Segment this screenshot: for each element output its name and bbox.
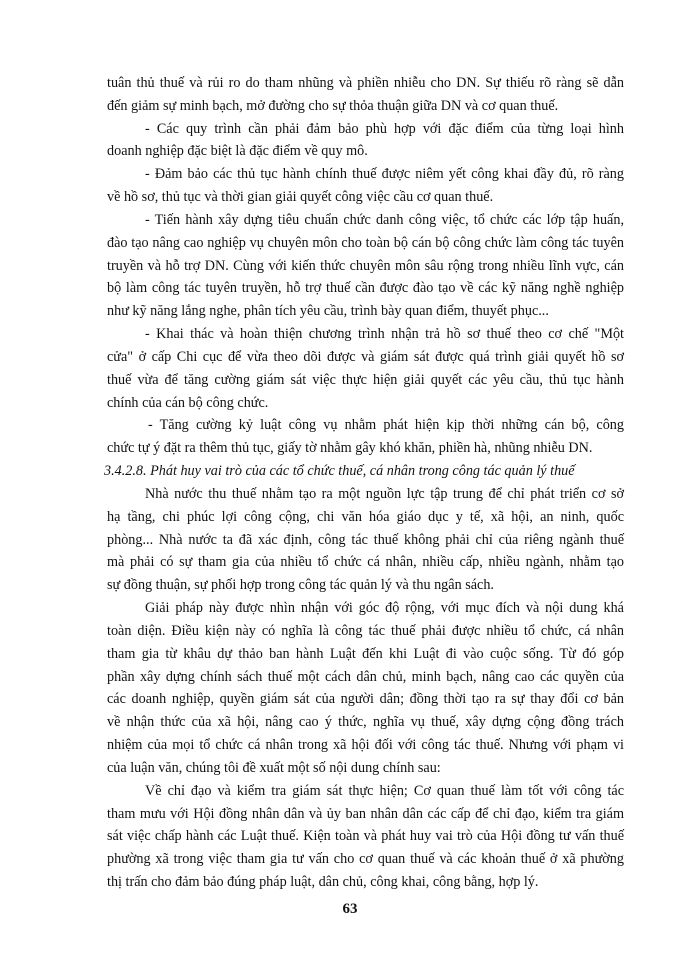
text-line: tham mưu với Hội đồng nhân dân và ủy ban nhân dân các cấp để chỉ đạo, kiểm tra giám [107,806,624,822]
text-line: phần xây dựng chính sách thuế một cách dân chủ, minh bạch, nâng cao các quyền của [107,669,624,685]
text-line: bộ làm công tác tuyên truyền, hỗ trợ thuế cần được đào tạo về các kỹ năng nghề nghiệp [107,280,624,296]
text-line: - Khai thác và hoàn thiện chương trình nhận trả hồ sơ thuế theo cơ chế "Một [145,326,624,342]
text-line: nhiệm của mọi tổ chức cá nhân trong xã hội đối với công tác thuế. Nhưng với phạm vi [107,737,624,753]
text-line: phường xã trong việc tham gia tư vấn cho cơ quan thuế và các khoản thuế ở xã phường [107,851,624,867]
section-heading: 3.4.2.8. Phát huy vai trò của các tổ chức thuế, cá nhân trong công tác quản lý thuế [104,463,575,479]
text-line: đến giảm sự minh bạch, mở đường cho sự thỏa thuận giữa DN và cơ quan thuế. [107,98,559,114]
text-line: về hồ sơ, thủ tục và thời gian giải quyết công việc cầu cơ quan thuế. [107,189,494,205]
text-line: sát việc chấp hành các Luật thuế. Kiện toàn và phát huy vai trò của Hội đồng tư vấn thuế [107,828,624,844]
text-line: - Đảm bảo các thủ tục hành chính thuế được niêm yết công khai đầy đủ, rõ ràng [145,166,624,182]
text-line: Nhà nước thu thuế nhằm tạo ra một nguồn lực tập trung để chỉ phát triển cơ sở [145,486,624,502]
text-line: tham gia từ khâu dự thảo ban hành Luật đến khi Luật đi vào cuộc sống. Từ đó góp [107,646,624,662]
text-line: phòng... Nhà nước ta đã xác định, công tác thuế không phải chỉ của riêng ngành thuế [107,532,624,548]
text-line: sự đồng thuận, sự phối hợp trong công tác quản lý và thu ngân sách. [107,577,494,593]
text-line: chính của cán bộ công chức. [107,395,269,411]
text-line: các doanh nghiệp, quyền giám sát của người dân; đồng thời tạo ra sự thay đổi cơ bản [107,691,624,707]
text-line: doanh nghiệp đặc biệt là đặc điểm về quy mô. [107,143,368,159]
text-line: Về chỉ đạo và kiểm tra giám sát thực hiện; Cơ quan thuế làm tốt với công tác [145,783,624,799]
text-line: truyền và hỗ trợ DN. Cùng với kiến thức chuyên môn sâu rộng trong nhiều lĩnh vực, cán [107,258,624,274]
page-number: 63 [342,901,358,917]
text-line: như kỹ năng lắng nghe, phân tích yêu cầu, trình bày quan điểm, thuyết phục... [107,303,549,319]
text-line: chức tự ý đặt ra thêm thủ tục, giấy tờ nhằm gây khó khăn, phiền hà, nhũng nhiễu DN. [107,440,593,456]
text-line: đào tạo nâng cao nghiệp vụ chuyên môn cho toàn bộ cán bộ công chức làm công tác tuyên [107,235,624,251]
text-line: của luận văn, chúng tôi đề xuất một số nội dung chính sau: [107,760,441,776]
text-line: - Tiến hành xây dựng tiêu chuẩn chức danh công việc, tổ chức các lớp tập huấn, [145,212,624,228]
text-line: cửa" ở cấp Chi cục để vừa theo dõi được và giám sát được quá trình giải quyết hồ sơ [107,349,624,365]
text-line: thuế vừa để tăng cường giám sát việc thực hiện giải quyết các yêu cầu, thủ tục hành [107,372,624,388]
text-line: thị trấn cho đảm bảo đúng pháp luật, dân chủ, công khai, công bằng, hợp lý. [107,874,539,890]
text-line: mà phải có sự tham gia của nhiều tổ chức cá nhân, nhiều cấp, nhiều ngành, nhằm tạo [107,554,624,570]
text-line: - Các quy trình cần phải đảm bảo phù hợp với đặc điểm của từng loại hình [145,121,624,137]
text-line: Giải pháp này được nhìn nhận với góc độ rộng, với mục đích và nội dung khá [145,600,624,616]
text-line: - Tăng cường kỷ luật công vụ nhằm phát hiện kịp thời những cán bộ, công [148,417,624,433]
text-line: tuân thủ thuế và rủi ro do tham nhũng và phiền nhiễu cho DN. Sự thiếu rõ ràng sẽ dẫn [107,75,624,91]
text-line: hạ tầng, chi phúc lợi công cộng, chi văn hóa giáo dục y tế, xã hội, an ninh, quốc [107,509,624,525]
text-line: về nhận thức của xã hội, nâng cao ý thức, nghĩa vụ thuế, xây dựng cộng đồng trách [107,714,624,730]
text-line: toàn diện. Điều kiện này có nghĩa là công tác thuế phải được nhiều tổ chức, cá nhân [107,623,624,639]
